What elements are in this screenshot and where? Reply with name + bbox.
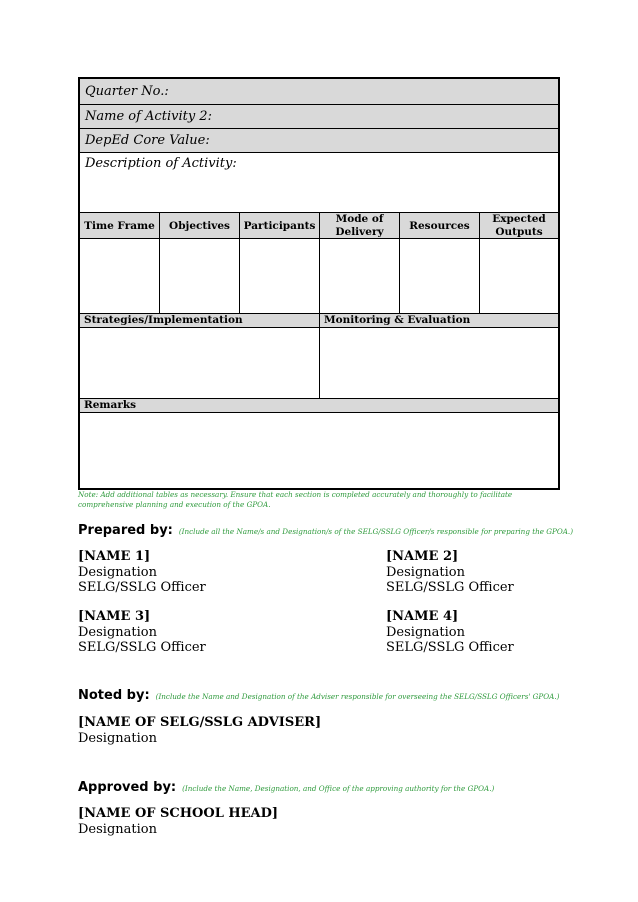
school-head-signatory [78,806,278,837]
adviser-designation: Designation [78,730,157,746]
signatory-designation: Designation [386,564,465,580]
signatory-designation: Designation [78,624,157,640]
signatory-role: SELG/SSLG Officer [78,580,206,595]
col-objectives: Objectives [160,213,240,239]
approved-by-line [78,776,494,795]
objectives-cell[interactable] [160,239,240,313]
col-participants: Participants [240,213,320,239]
strategies-label: Strategies/Implementation [80,314,320,327]
col-expected-outputs: Expected Outputs [492,213,546,238]
approved-by-label: Approved by: [78,780,177,795]
columns-header-row [80,213,558,239]
signatory-3 [78,609,206,656]
prepared-by-hint: (Include all the Name/s and Designation/s of the SELG/SSLG Officer/s responsible for preparing the GPOA.) [178,527,574,536]
monitoring-cell[interactable] [320,328,558,398]
remarks-cell[interactable] [80,413,558,488]
strategies-cell[interactable] [80,328,320,398]
quarter-row [80,79,558,105]
activity-form-table [78,77,560,490]
school-head-designation: Designation [78,821,157,837]
prepared-by-line [78,519,573,538]
core-value-label: DepEd Core Value: [85,133,210,148]
signatory-name: [NAME 4] [386,609,459,624]
columns-body-row [80,239,558,314]
description-label: Description of Activity: [85,156,237,171]
noted-by-line [78,684,559,703]
monitoring-label: Monitoring & Evaluation [324,314,471,326]
col-resources: Resources [400,213,480,239]
signatory-name: [NAME 3] [78,609,151,624]
activity-name-label: Name of Activity 2: [85,109,212,124]
signatory-designation: Designation [386,624,465,640]
col-time-frame: Time Frame [80,213,160,239]
table-note: Note: Add additional tables as necessary. Ensure that each section is completed accurately and thoroughly to facilitate comprehensive planning and execution of the GPOA. [78,490,513,509]
signatory-4 [386,609,514,656]
adviser-name: [NAME OF SELG/SSLG ADVISER] [78,715,322,730]
remarks-label: Remarks [84,399,137,411]
expected-outputs-cell[interactable] [480,239,558,313]
description-row [80,153,558,213]
signatory-role: SELG/SSLG Officer [386,580,514,595]
time-frame-cell[interactable] [80,239,160,313]
signatory-role: SELG/SSLG Officer [78,640,206,655]
remarks-header-row [80,399,558,413]
noted-by-hint: (Include the Name and Designation of the Adviser responsible for overseeing the SELG/SSLG Officers' GPOA.) [155,692,560,701]
col-mode-of-delivery: Mode of Delivery [320,213,400,239]
participants-cell[interactable] [240,239,320,313]
mode-of-delivery-cell[interactable] [320,239,400,313]
signatory-role: SELG/SSLG Officer [386,640,514,655]
approved-by-hint: (Include the Name, Designation, and Office of the approving authority for the GPOA.) [182,784,495,793]
signatory-designation: Designation [78,564,157,580]
noted-by-label: Noted by: [78,688,150,703]
adviser-signatory [78,715,321,746]
activity-row [80,105,558,129]
prepared-by-label: Prepared by: [78,523,173,538]
resources-cell[interactable] [400,239,480,313]
school-head-name: [NAME OF SCHOOL HEAD] [78,806,279,821]
core-value-row [80,129,558,153]
signatory-1 [78,549,206,596]
quarter-label: Quarter No.: [85,84,169,99]
strategies-body-row [80,328,558,399]
signatory-name: [NAME 2] [386,549,459,564]
strategies-header-row [80,314,558,328]
signatory-2 [386,549,514,596]
signatory-name: [NAME 1] [78,549,151,564]
